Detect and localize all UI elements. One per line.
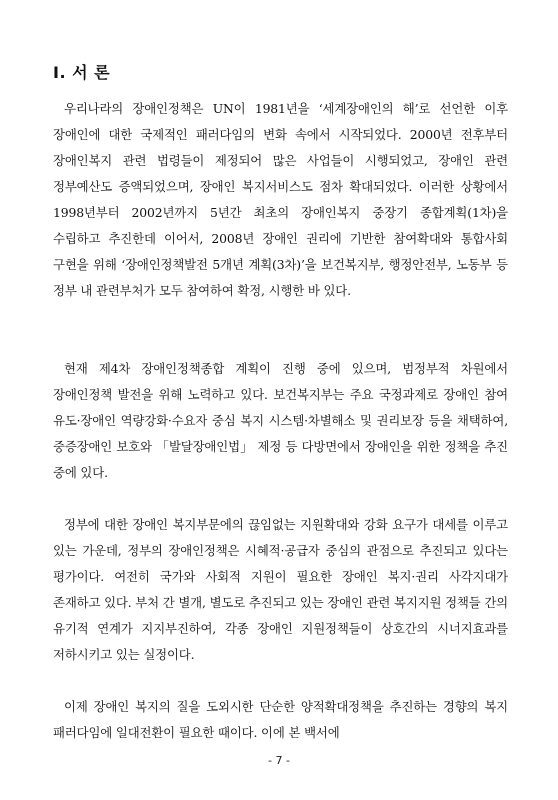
paragraph-2: 현재 제4차 장애인정책종합 계획이 진행 중에 있으며, 범정부적 차원에서 장애인정책 발전을 위해 노력하고 있다. 보건복지부는 주요 국정과제로 장애인 참여 유도·장애인 역량강화·수요자 중심 복지 시스템·차별해소 및 권리보장 등을 채택하여, 중증장애인 보호와 「발달장애인법」 제정 등 다방면에서 장애인을 위한 정책을 추진 중에 있다.	[53, 361, 508, 480]
paragraph-1: 우리나라의 장애인정책은 UN이 1981년을 ‘세계장애인의 해’로 선언한 이후 장애인에 대한 국제적인 패러다임의 변화 속에서 시작되었다. 2000년 전후부터 장애인복지 관련 법령들이 제정되어 많은 사업들이 시행되었고, 장애인 관련 정부예산도 증액되었으며, 장애인 복지서비스도 점차 확대되었다. 이러한 상황에서 1998년부터 2002년까지 5년간 최초의 장애인복지 중장기 종합계획(1차)을 수립하고 추진한데 이어서, 2008년 장애인 권리에 기반한 참여확대와 통합사회 구현을 위해 ‘장애인정책발전 5개년 계획(3차)’을 보건복지부, 행정안전부, 노동부 등 정부 내 관련부처가 모두 참여하여 확정, 시행한 바 있다.	[53, 101, 508, 298]
paragraph-3: 정부에 대한 장애인 복지부문에의 끊임없는 지원확대와 강화 요구가 대세를 이루고 있는 가운데, 정부의 장애인정책은 시혜적·공급자 중심의 관점으로 추진되고 있다는 평가이다. 여전히 국가와 사회적 지원이 필요한 장애인 복지·권리 사각지대가 존재하고 있다. 부처 간 별개, 별도로 추진되고 있는 장애인 관련 복지지원 정책들 간의 유기적 연계가 지지부진하여, 각종 장애인 지원정책들이 상호간의 시너지효과를 저하시키고 있는 실정이다.	[53, 517, 508, 662]
page-number: - 7 -	[268, 754, 290, 767]
section-title: I. 서 론	[53, 63, 111, 82]
paragraph-4: 이제 장애인 복지의 질을 도외시한 단순한 양적확대정책을 추진하는 경향의 복지 패러다임에 일대전환이 필요한 때이다. 이에 본 백서에	[53, 699, 508, 740]
